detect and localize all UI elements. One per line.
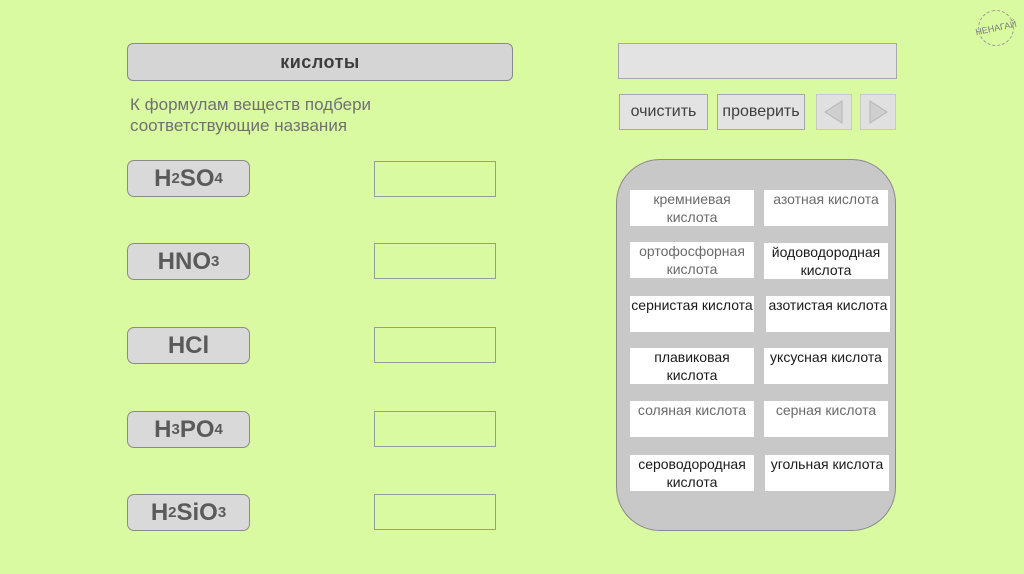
formula-h2so4: H 2 SO 4 <box>127 160 250 197</box>
formula-part: SO <box>179 164 215 192</box>
result-field <box>618 43 897 79</box>
logo-text: НЕНАГАЙ <box>974 18 1018 38</box>
name-card-1[interactable]: кремниевая кислота <box>630 190 754 226</box>
formula-part: H <box>150 498 169 526</box>
formula-part: SiO <box>176 498 218 526</box>
next-button[interactable] <box>860 94 896 130</box>
name-card-4[interactable]: йодоводородная кислота <box>764 243 888 279</box>
name-card-11[interactable]: сероводородная кислота <box>630 455 754 491</box>
arrow-left-icon <box>822 99 846 125</box>
name-card-12[interactable]: угольная кислота <box>765 455 889 491</box>
logo <box>975 7 1018 50</box>
name-card-7[interactable]: плавиковая кислота <box>630 348 754 384</box>
answer-drop-zone-2[interactable] <box>374 243 496 279</box>
formula-part: HNO <box>157 247 211 275</box>
page-title: кислоты <box>127 43 513 81</box>
formula-h2sio3: H 2 SiO 3 <box>127 494 250 531</box>
prev-button[interactable] <box>816 94 852 130</box>
name-card-10[interactable]: серная кислота <box>764 401 888 437</box>
name-card-9[interactable]: соляная кислота <box>630 401 754 437</box>
task-instruction: К формулам веществ подбери соответствующие названия <box>130 95 372 135</box>
answer-drop-zone-1[interactable] <box>374 161 496 197</box>
name-card-2[interactable]: азотная кислота <box>764 190 888 226</box>
answer-drop-zone-5[interactable] <box>374 494 496 530</box>
formula-hcl <box>127 327 250 364</box>
formula-part: H <box>154 415 172 443</box>
formula-part: HCl <box>167 331 210 359</box>
answer-drop-zone-3[interactable] <box>374 327 496 363</box>
name-card-5[interactable]: сернистая кислота <box>630 296 754 332</box>
clear-button[interactable]: очистить <box>619 94 708 130</box>
formula-part: H <box>154 164 172 192</box>
name-card-6[interactable]: азотистая кислота <box>766 296 890 332</box>
arrow-right-icon <box>866 99 890 125</box>
answer-drop-zone-4[interactable] <box>374 411 496 447</box>
formula-h3po4: H 3 PO 4 <box>127 411 250 448</box>
check-button[interactable]: проверить <box>717 94 805 130</box>
formula-part: PO <box>179 415 215 443</box>
name-card-8[interactable]: уксусная кислота <box>764 348 888 384</box>
formula-hno3: HNO 3 <box>127 243 250 280</box>
name-card-3[interactable]: ортофосфорная кислота <box>630 242 754 278</box>
